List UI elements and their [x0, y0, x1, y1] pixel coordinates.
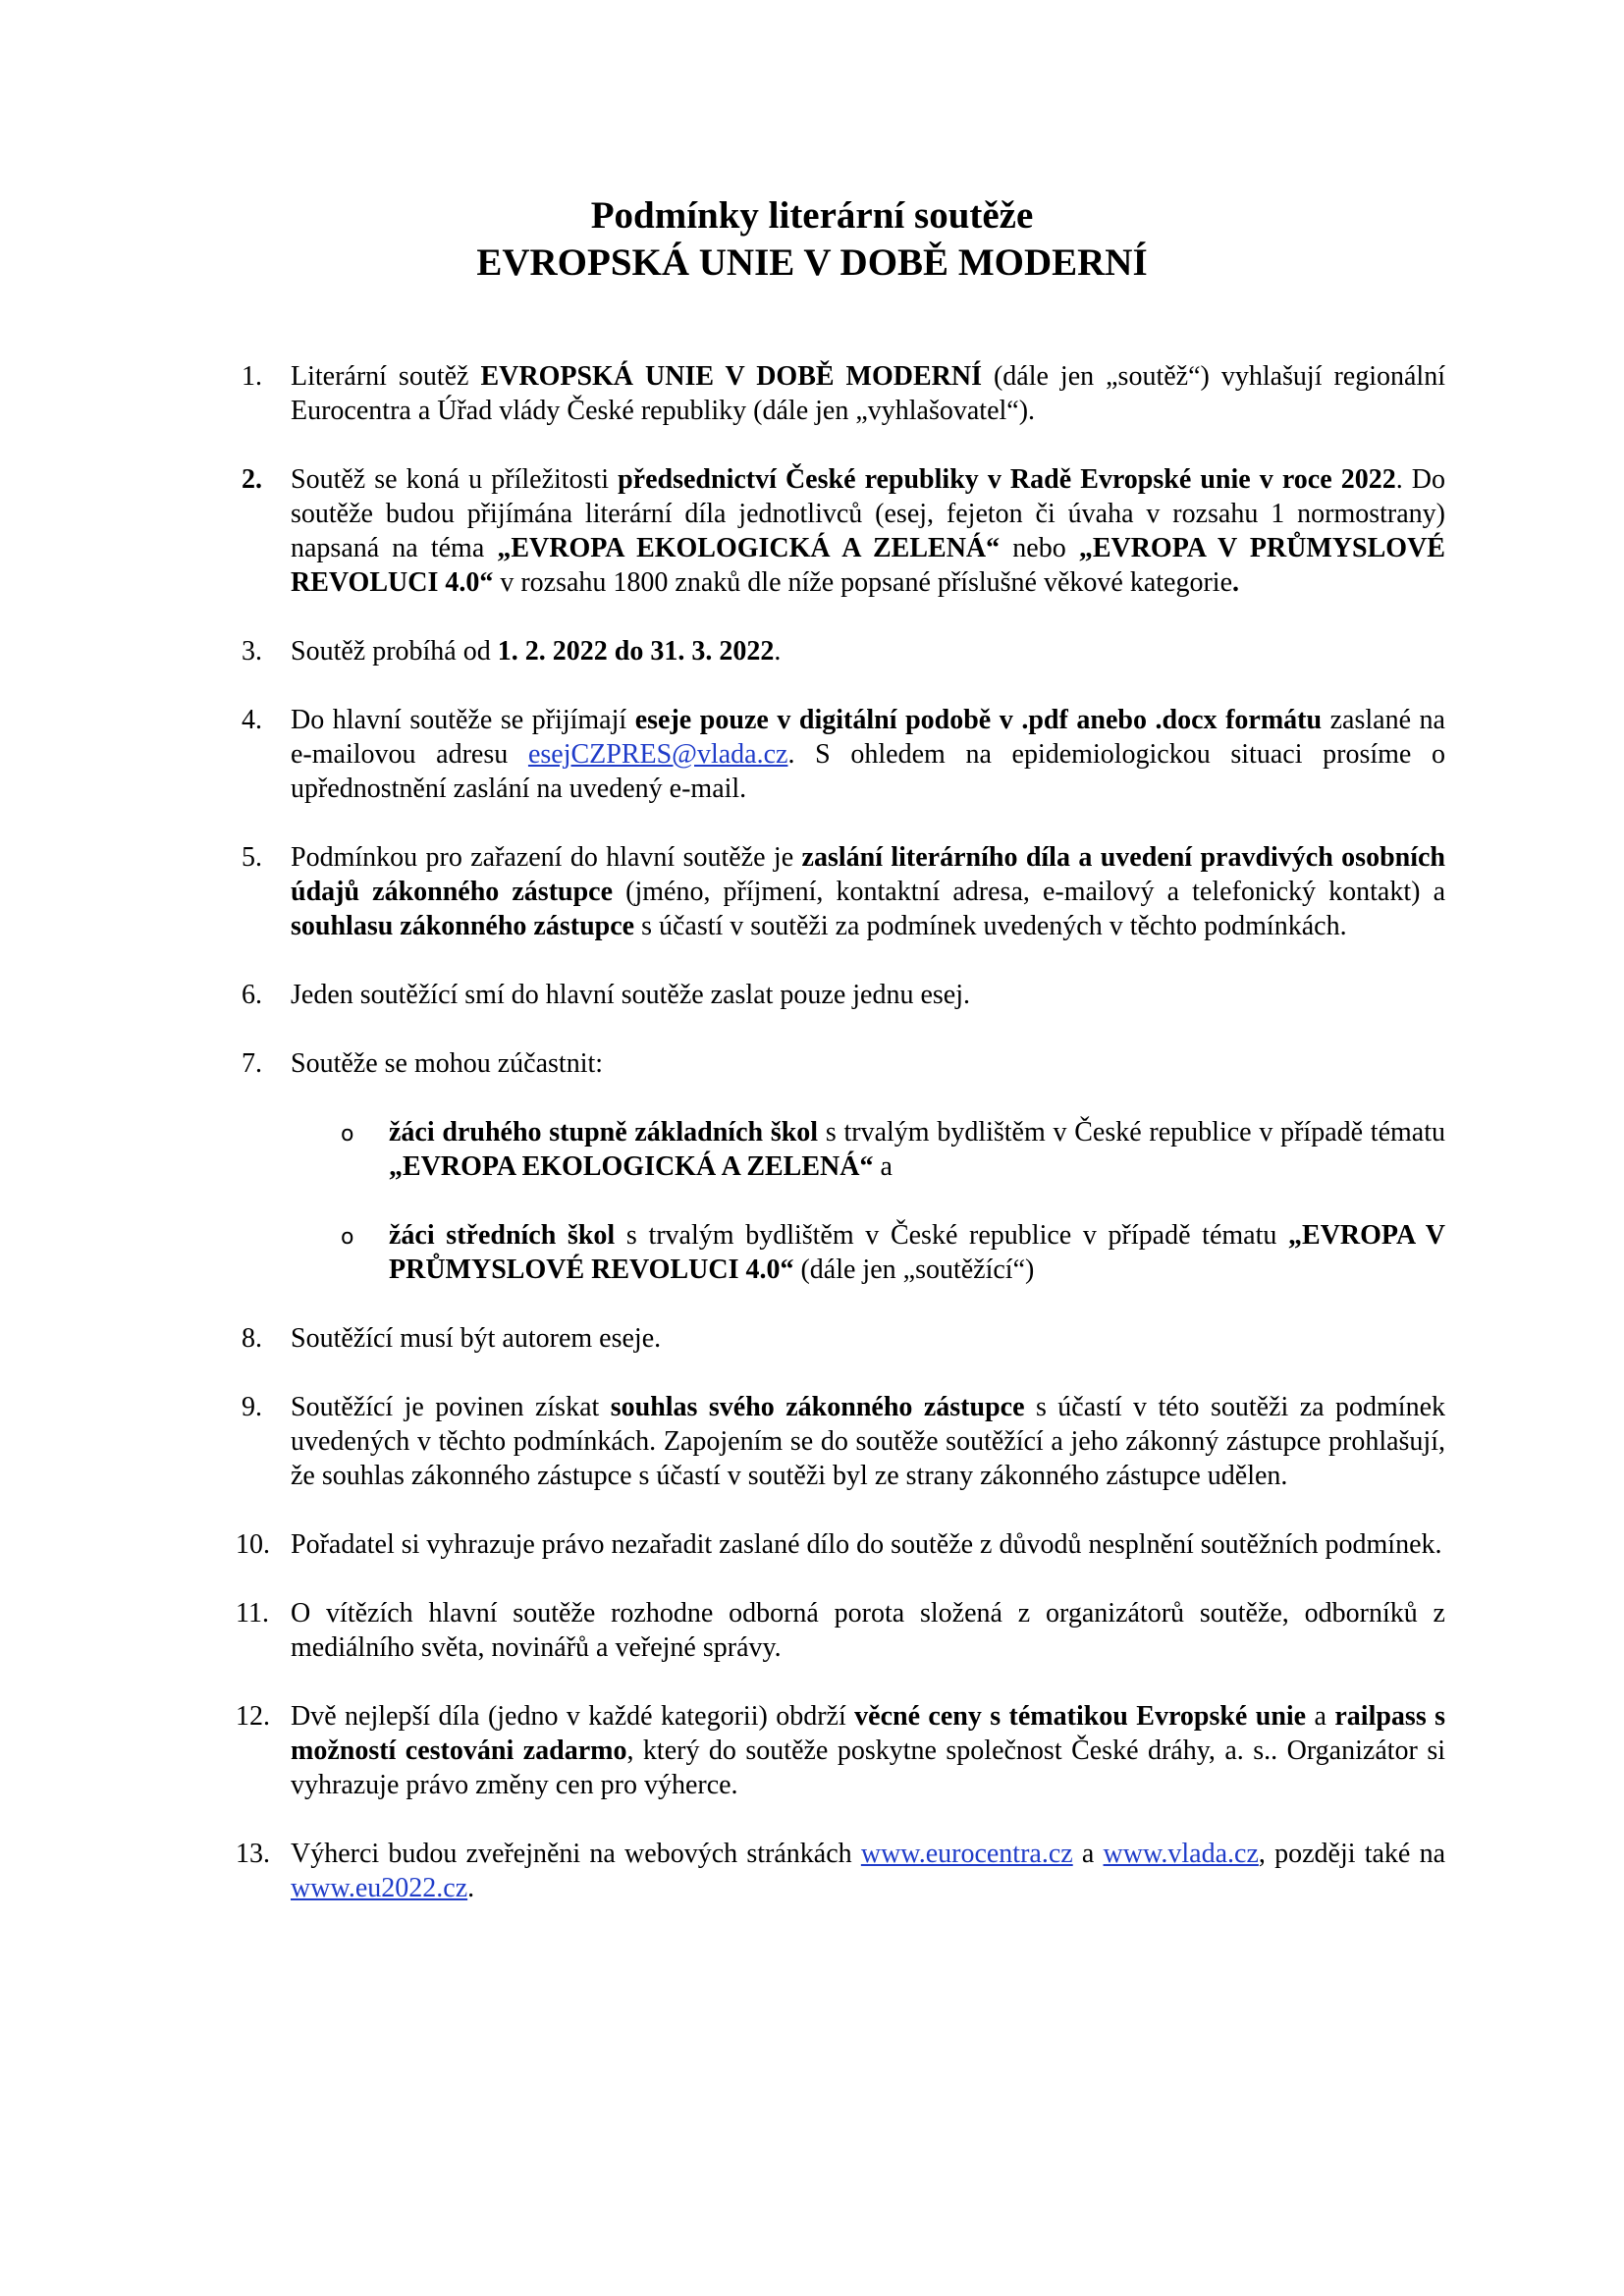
- item-bold: 1. 2. 2022 do 31. 3. 2022: [497, 636, 775, 667]
- item-text: .: [774, 636, 782, 667]
- item-text: Soutěžící je povinen získat: [291, 1392, 611, 1422]
- item-bold: žáci středních škol: [389, 1220, 616, 1251]
- eu2022-link[interactable]: www.eu2022.cz: [291, 1873, 468, 1903]
- item-number: 8.: [242, 1323, 262, 1354]
- list-item-11: [236, 1596, 1445, 1665]
- item-text: O vítězích hlavní soutěže rozhodne odborná porota složená z organizátorů soutěže, odborníků z mediálního světa, novinářů a veřejné správy.: [291, 1598, 1445, 1663]
- item-text: s trvalým bydlištěm v České republice v případě tématu: [615, 1220, 1289, 1251]
- list-item-5: [242, 840, 1445, 943]
- item-text: . S ohledem na epidemiologickou situaci prosíme o upřednostnění zaslání na uvedený e-mail.: [291, 739, 1446, 804]
- list-item-9: [242, 1390, 1445, 1493]
- list-item-3: [242, 634, 1445, 668]
- item-text: Podmínkou pro zařazení do hlavní soutěže je: [291, 842, 802, 873]
- item-number: 4.: [242, 705, 262, 735]
- list-item-10: [236, 1527, 1445, 1562]
- item-text: , který do soutěže poskytne společnost České dráhy, a. s.. Organizátor si vyhrazuje právo změny cen pro výherce.: [291, 1735, 1445, 1800]
- item-number: 3.: [242, 636, 262, 667]
- item-number: 12.: [236, 1701, 270, 1732]
- item-text: v rozsahu 1800 znaků dle níže popsané příslušné věkové kategorie: [493, 567, 1233, 598]
- item-number: 5.: [242, 842, 262, 873]
- item-bold: žáci druhého stupně základních škol: [389, 1117, 819, 1148]
- item-text: Jeden soutěžící smí do hlavní soutěže zaslat pouze jednu esej.: [291, 980, 971, 1010]
- item-text: Dvě nejlepší díla (jedno v každé kategorii) obdrží: [291, 1701, 855, 1732]
- item-number: 2.: [242, 464, 262, 495]
- item-text: . Do soutěže budou přijímána literární díla jednotlivců (esej, fejeton či úvaha v rozsahu 1 normostrany) napsaná na téma: [291, 464, 1445, 563]
- eurocentra-link[interactable]: www.eurocentra.cz: [860, 1839, 1073, 1869]
- sub-item-2: [341, 1218, 1445, 1287]
- item-text: (jméno, příjmení, kontaktní adresa, e-mailový a telefonický kontakt) a: [613, 877, 1445, 907]
- list-item-7: [242, 1046, 1445, 1081]
- list-item-2: [242, 462, 1445, 600]
- item-text: a: [873, 1151, 893, 1182]
- item-text: Soutěž se koná u příležitosti: [291, 464, 619, 495]
- item-bold: „EVROPA EKOLOGICKÁ A ZELENÁ“: [497, 533, 1001, 563]
- item-bold: EVROPSKÁ UNIE V DOBĚ MODERNÍ: [480, 361, 982, 392]
- item-bold: „EVROPA EKOLOGICKÁ A ZELENÁ“: [389, 1151, 874, 1182]
- title-line-2: EVROPSKÁ UNIE V DOBĚ MODERNÍ: [476, 241, 1148, 284]
- list-item-6: [242, 978, 1445, 1012]
- item-text: Soutěžící musí být autorem eseje.: [291, 1323, 662, 1354]
- item-text: s účastí v soutěži za podmínek uvedených v těchto podmínkách.: [634, 911, 1347, 941]
- item-bold: zaslání literárního díla a uvedení pravdivých osobních údajů zákonného zástupce: [291, 842, 1445, 907]
- item-bold: „EVROPA V PRŮMYSLOVÉ REVOLUCI 4.0“: [389, 1220, 1445, 1285]
- list-item-12: [236, 1699, 1446, 1802]
- item-bold: souhlas svého zákonného zástupce: [610, 1392, 1025, 1422]
- item-text: a: [1072, 1839, 1104, 1869]
- item-text: (dále jen „soutěžící“): [793, 1255, 1035, 1285]
- item-text: Soutěže se mohou zúčastnit:: [291, 1048, 604, 1079]
- list-item-8: [242, 1321, 1445, 1356]
- bullet-icon: o: [341, 1122, 354, 1147]
- item-text: s trvalým bydlištěm v České republice v případě tématu: [818, 1117, 1445, 1148]
- item-number: 9.: [242, 1392, 262, 1422]
- sub-item-1: [341, 1115, 1445, 1184]
- item-number: 7.: [242, 1048, 262, 1079]
- title-line-1: Podmínky literární soutěže: [590, 194, 1034, 237]
- item-bold: railpass s možností cestováni zadarmo: [291, 1701, 1446, 1766]
- item-text: s účastí v této soutěži za podmínek uvedených v těchto podmínkách. Zapojením se do soutěže soutěžící a jeho zákonný zástupce prohlašují, že souhlas zákonného zástupce s účastí v soutěži byl ze strany zákonného zástupce udělen.: [291, 1392, 1446, 1491]
- item-text: zaslané na e-mailovou adresu: [291, 705, 1445, 770]
- page-title: [0, 192, 1624, 287]
- item-text: .: [467, 1873, 475, 1903]
- item-text: a: [1306, 1701, 1335, 1732]
- email-link[interactable]: esejCZPRES@vlada.cz: [527, 739, 788, 770]
- item-bold: eseje pouze v digitální podobě v .pdf anebo .docx formátu: [634, 705, 1323, 735]
- list-item-13: [236, 1837, 1446, 1905]
- list-item-4: [242, 703, 1445, 806]
- item-text: Pořadatel si vyhrazuje právo nezařadit zaslané dílo do soutěže z důvodů nesplnění soutěžních podmínek.: [291, 1529, 1442, 1560]
- vlada-link[interactable]: www.vlada.cz: [1103, 1839, 1259, 1869]
- item-bold: „EVROPA V PRŮMYSLOVÉ REVOLUCI 4.0“: [291, 533, 1445, 598]
- item-text: (dále jen „soutěž“) vyhlašují regionální Eurocentra a Úřad vlády České republiky (dále jen „vyhlašovatel“).: [291, 361, 1445, 426]
- item-number: 11.: [236, 1598, 269, 1629]
- item-bold: předsednictví České republiky v Radě Evropské unie v roce 2022: [618, 464, 1396, 495]
- item-bold: .: [1232, 567, 1240, 598]
- item-text: Do hlavní soutěže se přijímají: [291, 705, 635, 735]
- item-number: 1.: [242, 361, 262, 392]
- item-text: , později také na: [1258, 1839, 1446, 1869]
- item-text: nebo: [1000, 533, 1079, 563]
- conditions-list: [236, 359, 1446, 1905]
- item-text: Výherci budou zveřejněni na webových stránkách: [291, 1839, 861, 1869]
- item-text: Soutěž probíhá od: [291, 636, 498, 667]
- item-bold: souhlasu zákonného zástupce: [291, 911, 635, 941]
- list-item-1: [242, 359, 1445, 428]
- item-number: 6.: [242, 980, 262, 1010]
- bullet-icon: o: [341, 1225, 354, 1250]
- item-number: 10.: [236, 1529, 270, 1560]
- item-text: Literární soutěž: [291, 361, 481, 392]
- item-bold: věcné ceny s tématikou Evropské unie: [854, 1701, 1307, 1732]
- item-number: 13.: [236, 1839, 270, 1869]
